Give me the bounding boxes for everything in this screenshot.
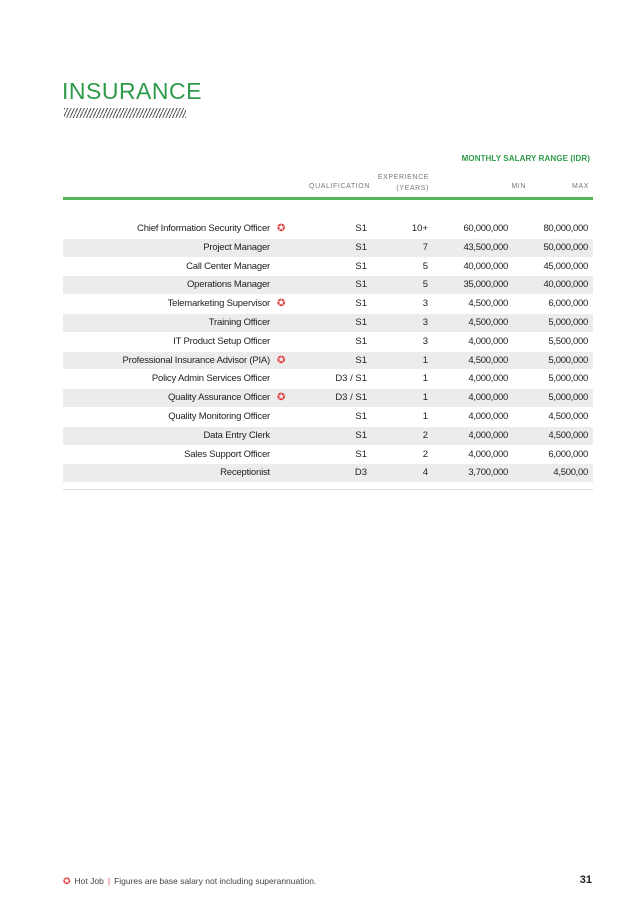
- experience: 5: [422, 260, 428, 272]
- salary-max: 5,000,000: [548, 392, 588, 404]
- table-row: [63, 220, 593, 239]
- salary-max: 4,500,000: [548, 410, 588, 422]
- table-row: [63, 370, 593, 389]
- qualification: S1: [355, 335, 367, 347]
- job-title: Sales Support Officer: [184, 448, 270, 460]
- experience: 3: [422, 335, 428, 347]
- job-title: Quality Assurance Officer: [167, 392, 270, 404]
- header-max: MAX: [572, 183, 589, 190]
- job-title: Operations Manager: [186, 279, 270, 291]
- header-qualification: QUALIFICATION: [309, 183, 370, 190]
- salary-min: 4,000,000: [468, 392, 508, 404]
- salary-min: 4,000,000: [468, 335, 508, 347]
- job-title: Call Center Manager: [186, 260, 270, 272]
- salary-range-label: MONTHLY SALARY RANGE (IDR): [461, 154, 590, 163]
- table-row: [63, 389, 593, 408]
- table-row: [63, 446, 593, 465]
- salary-min: 4,000,000: [468, 373, 508, 385]
- experience: 1: [422, 410, 428, 422]
- salary-max: 6,000,000: [548, 448, 588, 460]
- hot-job-label: Hot Job: [74, 876, 104, 886]
- salary-max: 50,000,000: [543, 241, 588, 253]
- salary-min: 4,500,000: [468, 354, 508, 366]
- qualification: S1: [355, 223, 367, 234]
- qualification: S1: [355, 429, 367, 441]
- table-row: [63, 352, 593, 371]
- experience: 1: [422, 354, 428, 366]
- page-number: 31: [579, 874, 592, 886]
- header-experience-line2: (YEARS): [396, 185, 429, 192]
- salary-min: 35,000,000: [463, 279, 508, 291]
- cog-icon: ✪: [277, 392, 286, 404]
- salary-max: 40,000,000: [543, 279, 588, 291]
- salary-min: 4,500,000: [468, 298, 508, 310]
- experience: 4: [422, 467, 428, 479]
- footer-text: Figures are base salary not including superannuation.: [114, 876, 317, 886]
- qualification: D3: [354, 467, 367, 479]
- experience: 2: [422, 429, 428, 441]
- salary-min: 4,000,000: [468, 448, 508, 460]
- salary-table: [63, 220, 593, 490]
- salary-max: 5,000,000: [548, 373, 588, 385]
- qualification: S1: [355, 260, 367, 272]
- header-rule: [63, 197, 593, 200]
- qualification: D3 / S1: [335, 373, 367, 385]
- qualification: S1: [355, 316, 367, 328]
- salary-max: 45,000,000: [543, 260, 588, 272]
- table-row: [63, 239, 593, 258]
- job-title: Chief Information Security Officer: [137, 223, 270, 234]
- salary-min: 43,500,000: [463, 241, 508, 253]
- qualification: S1: [355, 410, 367, 422]
- salary-min: 40,000,000: [463, 260, 508, 272]
- table-row: [63, 464, 593, 483]
- table-bottom-line: [63, 489, 593, 490]
- cog-icon: ✪: [63, 876, 71, 886]
- footer-separator: |: [107, 876, 111, 886]
- table-row: [63, 333, 593, 352]
- experience: 2: [422, 448, 428, 460]
- salary-min: 4,000,000: [468, 410, 508, 422]
- experience: 3: [422, 298, 428, 310]
- table-row: [63, 314, 593, 333]
- section-title: INSURANCE: [62, 78, 202, 104]
- job-title: Project Manager: [203, 241, 270, 253]
- salary-max: 80,000,000: [543, 223, 588, 234]
- salary-min: 4,000,000: [468, 429, 508, 441]
- qualification: D3 / S1: [335, 392, 367, 404]
- footer-note: [63, 876, 316, 887]
- qualification: S1: [355, 279, 367, 291]
- salary-max: 5,500,000: [548, 335, 588, 347]
- header-experience: [378, 172, 429, 194]
- table-row: [63, 427, 593, 446]
- job-title: Data Entry Clerk: [203, 429, 270, 441]
- qualification: S1: [355, 354, 367, 366]
- salary-min: 4,500,000: [468, 316, 508, 328]
- experience: 3: [422, 316, 428, 328]
- job-title: IT Product Setup Officer: [173, 335, 270, 347]
- job-title: Telemarketing Supervisor: [167, 298, 270, 310]
- qualification: S1: [355, 241, 367, 253]
- experience: 1: [422, 392, 428, 404]
- job-title: Receptionist: [220, 467, 270, 479]
- title-hatch-decoration: [64, 108, 186, 118]
- header-experience-line1: EXPERIENCE: [377, 174, 429, 181]
- salary-max: 5,000,000: [548, 316, 588, 328]
- job-title: Quality Monitoring Officer: [168, 410, 270, 422]
- table-row: [63, 295, 593, 314]
- experience: 7: [422, 241, 428, 253]
- cog-icon: ✪: [277, 298, 286, 310]
- header-min: MIN: [511, 183, 526, 190]
- job-title: Training Officer: [208, 316, 270, 328]
- qualification: S1: [355, 298, 367, 310]
- table-row: [63, 276, 593, 295]
- salary-min: 3,700,000: [468, 467, 508, 479]
- qualification: S1: [355, 448, 367, 460]
- salary-max: 6,000,000: [548, 298, 588, 310]
- salary-max: 4,500,000: [548, 429, 588, 441]
- experience: 10+: [411, 223, 428, 234]
- job-title: Policy Admin Services Officer: [151, 373, 270, 385]
- job-title: Professional Insurance Advisor (PIA): [122, 354, 270, 366]
- cog-icon: ✪: [277, 354, 286, 366]
- salary-min: 60,000,000: [463, 223, 508, 234]
- table-row: [63, 408, 593, 427]
- cog-icon: ✪: [277, 223, 286, 234]
- salary-max: 5,000,000: [548, 354, 588, 366]
- experience: 5: [422, 279, 428, 291]
- experience: 1: [422, 373, 428, 385]
- table-row: [63, 258, 593, 277]
- salary-max: 4,500,00: [553, 467, 588, 479]
